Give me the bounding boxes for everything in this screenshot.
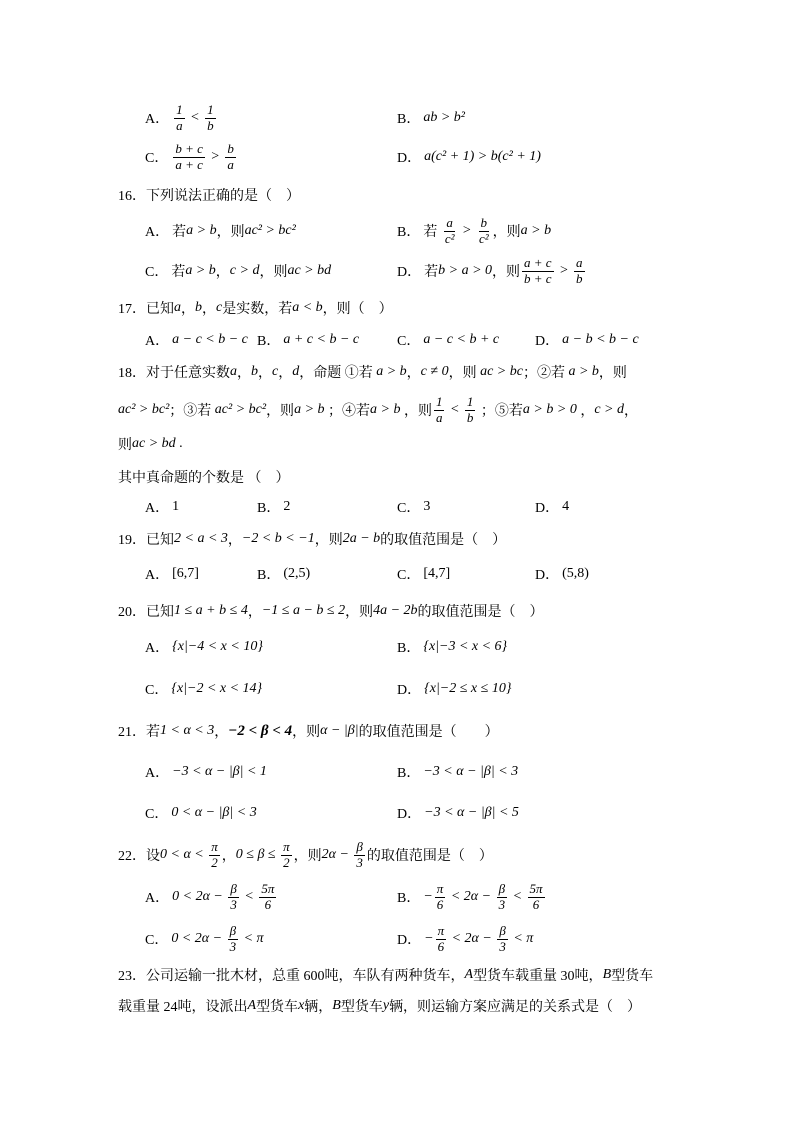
question-18-number: 18． (118, 366, 146, 381)
math-expression: < (186, 110, 204, 125)
text-run: ，则（ ） (322, 302, 393, 317)
question-22-option-b (397, 877, 547, 917)
text-run: 2 (283, 499, 291, 514)
fraction (436, 924, 447, 955)
math-expression: α − |β| (320, 723, 359, 738)
fraction (477, 216, 491, 247)
text-run: . (175, 436, 183, 451)
math-expression-bold: −2 < β < 4 (228, 722, 293, 739)
math-expression: a > b (186, 223, 217, 238)
text-run: 的取值范围是（ ） (380, 533, 507, 548)
option-label: C． (397, 568, 421, 583)
text-run: ， (214, 725, 229, 740)
question-18-stem-line (118, 352, 627, 392)
fraction-denominator: c² (478, 230, 489, 246)
fraction (173, 142, 205, 173)
text-run: ， (247, 605, 262, 620)
question-19-option-c (397, 554, 450, 594)
option-label: B． (397, 766, 421, 781)
math-expression: < (446, 402, 463, 417)
question-18-stem-line (118, 390, 638, 430)
option-label: B． (397, 891, 421, 906)
math-expression: y (382, 998, 390, 1013)
fraction-numerator: β (498, 880, 506, 896)
math-expression: a + c < b − c (283, 332, 360, 347)
option-label: D． (397, 683, 422, 698)
question-22-option-d (397, 919, 533, 959)
fraction-numerator: a + c (524, 254, 552, 270)
option-label: A． (145, 225, 170, 240)
fraction-numerator: a (446, 214, 453, 230)
fraction-numerator: a (576, 254, 583, 270)
math-expression: ac² > bc² (244, 223, 296, 238)
fraction-denominator: 3 (499, 938, 506, 954)
text-run: 的取值范围是（ ） (366, 849, 493, 864)
math-expression: > (555, 263, 573, 278)
text-run: ，则 (492, 265, 521, 280)
question-16-option-a (145, 211, 296, 251)
math-expression: −1 ≤ a − b ≤ 2 (261, 603, 346, 618)
question-21-option-a (145, 752, 267, 792)
fraction (174, 103, 185, 134)
option-label: C． (145, 265, 169, 280)
text-run: 型货车载重量 30吨， (473, 969, 603, 984)
text-run: ， (215, 265, 230, 280)
question-19-number: 19． (118, 533, 146, 548)
question-21-number: 21． (118, 725, 146, 740)
math-expression: a > b (376, 364, 407, 379)
continued-question-option-b (397, 98, 465, 138)
question-18-option-d (535, 487, 569, 527)
question-19-stem-line (118, 519, 506, 559)
fraction (528, 882, 545, 913)
text-run: ， (406, 366, 421, 381)
text-run: 辆， (304, 1000, 333, 1015)
fraction-denominator: b (466, 409, 474, 425)
math-expression: − (424, 931, 434, 946)
text-run: ，则 (492, 225, 521, 240)
text-run: 若 (171, 265, 186, 280)
math-expression: −3 < α − |β| < 5 (424, 805, 519, 820)
text-run: 1 (172, 499, 180, 514)
math-expression: 1 < α < 3 (160, 723, 215, 738)
question-19-option-b (257, 554, 310, 594)
option-label: D． (397, 265, 422, 280)
option-label: D． (535, 568, 560, 583)
text-run: 型货车 (611, 969, 654, 984)
question-17-number: 17． (118, 302, 146, 317)
math-expression: b > a > 0 (438, 263, 493, 278)
fraction-denominator: b + c (524, 270, 552, 286)
text-run: ，则 (292, 725, 321, 740)
math-expression: < (509, 889, 526, 904)
fraction-numerator: π (437, 922, 445, 938)
text-run: 的取值范围是（ ） (358, 725, 499, 740)
text-run: ；④若 (324, 404, 371, 419)
question-22-option-a (145, 877, 278, 917)
text-run: ，则 (266, 404, 295, 419)
fraction (228, 882, 239, 913)
fraction-denominator: c² (444, 230, 455, 246)
math-expression: 2 < a < 3 (174, 531, 228, 546)
continued-question-option-a (145, 98, 218, 138)
math-expression: c > d (229, 263, 260, 278)
math-expression: < (240, 889, 258, 904)
text-run: 辆，则运输方案应满足的关系式是（ ） (389, 1000, 642, 1015)
math-expression: a (174, 300, 181, 315)
option-label: A． (145, 501, 170, 516)
question-21-option-b (397, 752, 518, 792)
fraction-denominator: 3 (498, 896, 506, 912)
math-expression: 0 ≤ β ≤ (235, 847, 280, 862)
option-label: C． (397, 501, 421, 516)
text-run: (5,8) (562, 566, 589, 581)
math-expression: a > b (185, 263, 216, 278)
question-20-option-b (397, 627, 507, 667)
fraction (209, 840, 220, 871)
fraction-denominator: 3 (356, 854, 363, 870)
math-expression: 1 ≤ a + b ≤ 4 (174, 603, 248, 618)
text-run: 若 (172, 225, 187, 240)
fraction (205, 103, 216, 134)
text-run: 其中真命题的个数是 （ ） (118, 471, 290, 486)
fraction-numerator: β (356, 838, 363, 854)
text-run: 3 (423, 499, 431, 514)
math-expression: A (464, 967, 474, 982)
text-run: ，则 (293, 849, 322, 864)
option-label: C． (145, 151, 169, 166)
math-expression: 0 < α − |β| < 3 (171, 805, 257, 820)
fraction (497, 924, 508, 955)
math-expression: a > b > 0 (522, 402, 577, 417)
text-run: ，则 (314, 533, 343, 548)
fraction-numerator: 5π (261, 880, 275, 896)
math-expression: {x|−3 < x < 6} (423, 639, 508, 654)
fraction-denominator: 2 (283, 854, 290, 870)
text-run: ， (202, 302, 216, 317)
option-label: D． (397, 933, 422, 948)
option-label: B． (397, 225, 421, 240)
fraction-denominator: 6 (437, 938, 445, 954)
text-run: 对于任意实数 (146, 366, 230, 381)
math-expression: B (602, 967, 612, 982)
text-run: ， (227, 533, 242, 548)
text-run: (2,5) (283, 566, 311, 581)
text-run: 载重量 24吨，设派出 (118, 1000, 248, 1015)
text-run: ， (221, 849, 236, 864)
math-expression: < π (509, 931, 534, 946)
fraction-denominator: 3 (229, 938, 237, 954)
math-expression: 2a − b (342, 531, 381, 546)
option-label: B． (397, 641, 421, 656)
math-expression: a > b (294, 402, 325, 417)
question-22-option-c (145, 919, 264, 959)
text-run: 是实数，若 (222, 302, 293, 317)
fraction-denominator: 3 (230, 896, 237, 912)
option-label: D． (535, 501, 560, 516)
math-expression: ac² > bc² (214, 402, 267, 417)
question-20-stem-line (118, 591, 544, 631)
math-expression: 0 < 2α − (172, 889, 227, 904)
option-label: C． (145, 683, 169, 698)
fraction (497, 882, 508, 913)
option-label: B． (257, 334, 281, 349)
fraction (434, 395, 445, 426)
fraction-numerator: β (230, 880, 237, 896)
text-run: 若 (146, 725, 160, 740)
math-expression: ac > bd (132, 436, 176, 451)
math-expression: c (272, 364, 279, 379)
text-run: 型货车 (340, 1000, 383, 1015)
fraction-denominator: 2 (211, 854, 218, 870)
math-expression: a > b (520, 223, 552, 238)
fraction-denominator: a (176, 117, 183, 133)
fraction-denominator: 6 (264, 896, 272, 912)
option-label: B． (257, 501, 281, 516)
fraction-numerator: π (211, 838, 218, 854)
math-expression: c > d (594, 402, 624, 417)
option-label: D． (397, 807, 422, 822)
fraction-numerator: 1 (466, 393, 474, 409)
fraction (443, 216, 457, 247)
text-run: 已知 (146, 605, 174, 620)
question-19-option-d (535, 554, 589, 594)
math-expression: − (423, 889, 433, 904)
option-label: C． (145, 807, 169, 822)
question-23-stem-line (118, 986, 641, 1026)
fraction (522, 256, 554, 287)
text-run: 的取值范围是（ ） (417, 605, 544, 620)
fraction-denominator: a + c (175, 156, 203, 172)
continued-question-option-c (145, 137, 238, 177)
math-expression: < 2α − (447, 889, 495, 904)
fraction-numerator: β (229, 922, 237, 938)
text-run: ；⑤若 (477, 404, 523, 419)
question-21-stem-line (118, 711, 499, 751)
option-label: A． (145, 766, 170, 781)
question-16-stem-line (118, 175, 300, 215)
text-run: ；②若 (522, 366, 569, 381)
option-label: A． (145, 112, 170, 127)
math-expression: < π (240, 931, 264, 946)
math-expression: a > b (568, 364, 599, 379)
math-expression: a (230, 364, 237, 379)
text-run: ， (278, 366, 293, 381)
math-expression: ac > bd (287, 263, 332, 278)
option-label: D． (535, 334, 560, 349)
math-expression: −3 < α − |β| < 3 (423, 764, 519, 779)
text-run: ，则 (216, 225, 245, 240)
fraction (228, 924, 239, 955)
text-run: ， (624, 404, 638, 419)
math-expression: a(c² + 1) > b(c² + 1) (424, 149, 541, 164)
text-run: [6,7] (172, 566, 199, 581)
text-run: ，则 (598, 366, 627, 381)
question-20-option-d (397, 669, 511, 709)
question-20-number: 20． (118, 605, 146, 620)
math-expression: d (292, 364, 300, 379)
math-expression: {x|−2 ≤ x ≤ 10} (424, 681, 512, 696)
question-23-number: 23． (118, 969, 146, 984)
text-run: ， (258, 366, 272, 381)
fraction (465, 395, 476, 426)
option-label: C． (145, 933, 169, 948)
text-run: ；③若 (169, 404, 215, 419)
fraction-denominator: 6 (532, 896, 540, 912)
question-16-number: 16． (118, 189, 146, 204)
text-run: 型货车 (256, 1000, 299, 1015)
text-run: 若 (424, 265, 439, 280)
text-run: 公司运输一批木材，总重 600吨，车队有两种货车， (146, 969, 465, 984)
question-21-option-c (145, 793, 257, 833)
fraction-denominator: b (576, 270, 583, 286)
option-label: A． (145, 641, 170, 656)
math-expression: a < b (292, 300, 323, 315)
fraction (574, 256, 585, 287)
fraction (281, 840, 292, 871)
text-run: [4,7] (423, 566, 451, 581)
math-expression: −2 < b < −1 (241, 531, 315, 546)
continued-question-option-d (397, 137, 541, 177)
text-run: 已知 (146, 533, 174, 548)
text-run: ，则 (448, 366, 481, 381)
math-expression: A (247, 998, 257, 1013)
math-expression: < 2α − (448, 931, 496, 946)
math-expression: a − b < b − c (562, 332, 639, 347)
text-run: ，则 (259, 265, 288, 280)
option-label: A． (145, 568, 170, 583)
text-run: 下列说法正确的是（ ） (146, 189, 300, 204)
math-expression: {x|−2 < x < 14} (171, 681, 263, 696)
math-expression: ac > bc (480, 364, 523, 379)
question-16-option-c (145, 251, 331, 291)
text-run: ，则 (400, 404, 432, 419)
fraction-numerator: 5π (529, 880, 543, 896)
math-expression: x (298, 998, 305, 1013)
fraction-numerator: 1 (435, 393, 443, 409)
math-expression: > (458, 223, 475, 238)
text-run: 若 (423, 225, 441, 240)
math-expression: a − c < b − c (172, 332, 248, 347)
math-expression: > (206, 149, 224, 164)
fraction (435, 882, 446, 913)
math-expression: a − c < b + c (423, 332, 500, 347)
fraction-numerator: π (283, 838, 290, 854)
question-21-option-d (397, 793, 519, 833)
text-run: 已知 (146, 302, 174, 317)
fraction (354, 840, 365, 871)
fraction (259, 882, 276, 913)
text-run: 则 (118, 438, 132, 453)
math-expression: 0 < α < (160, 847, 208, 862)
fraction-numerator: β (499, 922, 506, 938)
text-run: ， (237, 366, 251, 381)
math-expression: ac² > bc² (118, 402, 170, 417)
text-run: ， (181, 302, 195, 317)
question-20-option-c (145, 669, 262, 709)
fraction-denominator: a (435, 409, 443, 425)
question-16-option-b (397, 211, 551, 251)
question-16-option-d (397, 251, 587, 291)
fraction-denominator: a (227, 156, 234, 172)
question-19-option-a (145, 554, 199, 594)
option-label: C． (397, 334, 421, 349)
text-run: 设 (146, 849, 160, 864)
fraction-denominator: b (207, 117, 214, 133)
question-22-number: 22． (118, 849, 146, 864)
text-run: ， (576, 404, 595, 419)
math-expression: B (332, 998, 341, 1013)
text-run: ，则 (345, 605, 374, 620)
math-expression: 0 < 2α − (171, 931, 226, 946)
math-expression: −3 < α − |β| < 1 (172, 764, 267, 779)
question-22-stem-line (118, 835, 493, 875)
math-expression: c ≠ 0 (420, 364, 449, 379)
math-expression: {x|−4 < x < 10} (172, 639, 263, 654)
math-expression: 4a − 2b (373, 603, 418, 618)
fraction-numerator: b (480, 214, 488, 230)
option-label: A． (145, 334, 170, 349)
option-label: D． (397, 151, 422, 166)
math-expression: ab > b² (423, 110, 465, 125)
text-run: ，命题 ①若 (299, 366, 377, 381)
fraction-numerator: π (436, 880, 444, 896)
fraction-numerator: b + c (175, 140, 203, 156)
option-label: A． (145, 891, 170, 906)
option-label: B． (397, 112, 421, 127)
text-run: 4 (562, 499, 570, 514)
math-expression: c (216, 300, 223, 315)
fraction-numerator: 1 (207, 101, 214, 117)
option-label: B． (257, 568, 281, 583)
math-expression: b (251, 364, 258, 379)
fraction-numerator: b (227, 140, 234, 156)
math-expression: b (195, 300, 202, 315)
math-expression: 2α − (321, 847, 353, 862)
fraction-denominator: 6 (436, 896, 444, 912)
question-20-option-a (145, 627, 263, 667)
fraction-numerator: 1 (176, 101, 183, 117)
math-expression: a > b (370, 402, 401, 417)
fraction (225, 142, 236, 173)
